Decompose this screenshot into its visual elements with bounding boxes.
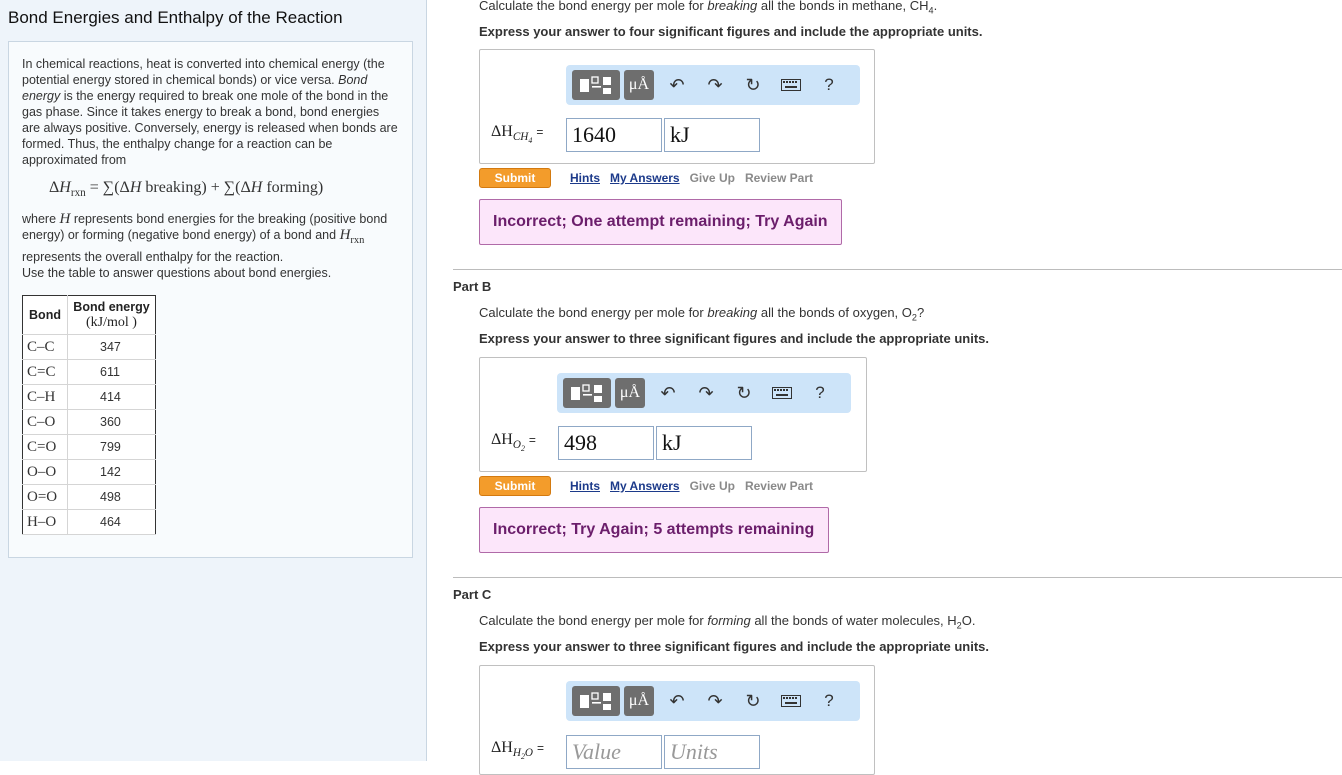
partA-units-input[interactable]: kJ [664, 118, 760, 152]
give-up-link[interactable]: Give Up [689, 171, 735, 185]
help-icon[interactable]: ? [824, 75, 834, 94]
bond-energy-cell: 799 [68, 435, 156, 460]
partA-lhs: $\Delta H_{CH_4}=$ [491, 123, 544, 146]
templates-icon [579, 75, 613, 95]
partC-label[interactable]: Part C [453, 587, 492, 602]
table-row [23, 335, 156, 360]
table-row [23, 385, 156, 410]
partA-math-toolbar [566, 65, 860, 105]
partA-instruction: Express your answer to four significant figures and include the appropriate units. [479, 24, 983, 39]
partC-units-input[interactable]: Units [664, 735, 760, 769]
table-row [23, 435, 156, 460]
help-icon[interactable]: ? [815, 383, 825, 402]
table-row [23, 510, 156, 535]
partA-question: Calculate the bond energy per mole for breaking all the bonds in methane, $CH_4$. [479, 0, 938, 16]
reset-icon[interactable]: ↻ [745, 690, 761, 711]
units-button[interactable]: μÅ [624, 686, 654, 716]
intro-panel [0, 0, 427, 761]
partC-value-input[interactable]: Value [566, 735, 662, 769]
where-Hrxn: $H_{rxn}$ [339, 227, 365, 247]
keyboard-icon[interactable] [772, 686, 810, 716]
table-row [23, 460, 156, 485]
bond-energy-cell: 347 [68, 335, 156, 360]
bond-type-cell: C–H [23, 385, 68, 410]
bond-energy-table [22, 295, 156, 535]
partB-divider [453, 269, 1342, 270]
bond-energy-cell: 464 [68, 510, 156, 535]
partB-question: Calculate the bond energy per mole for breaking all the bonds of oxygen, $O_2$? [479, 305, 925, 323]
undo-icon[interactable]: ↶ [669, 690, 685, 711]
partB-value-input[interactable]: 498 [558, 426, 654, 460]
partB-answer-box [479, 357, 867, 472]
where-paragraph [22, 211, 399, 265]
partA-submit-button[interactable]: Submit [479, 168, 551, 188]
where-text: where [22, 212, 60, 227]
partC-lhs: $\Delta H_{H_2O}$ = [491, 739, 544, 762]
keyboard-icon[interactable] [763, 378, 801, 408]
templates-button[interactable] [572, 686, 620, 716]
where-H: H [59, 211, 71, 228]
table-row [23, 410, 156, 435]
templates-button[interactable] [572, 70, 620, 100]
partA-feedback: Incorrect; One attempt remaining; Try Again [479, 199, 842, 245]
partA-answer-box [479, 49, 875, 164]
undo-icon[interactable]: ↶ [660, 382, 676, 403]
reset-icon[interactable]: ↻ [736, 382, 752, 403]
questions-panel [428, 0, 1342, 764]
my-answers-link[interactable]: My Answers [610, 171, 680, 185]
bond-type-cell: O=O [23, 485, 68, 510]
use-table-text: Use the table to answer questions about bond energies. [22, 266, 332, 281]
partB-links [570, 479, 813, 493]
bond-energy-cell: 360 [68, 410, 156, 435]
templates-button[interactable] [563, 378, 611, 408]
give-up-link[interactable]: Give Up [689, 479, 735, 493]
partB-math-toolbar [557, 373, 851, 413]
units-button[interactable]: μÅ [615, 378, 645, 408]
page-title: Bond Energies and Enthalpy of the Reaction [8, 8, 343, 27]
partB-units-input[interactable]: kJ [656, 426, 752, 460]
bond-energy-cell: 142 [68, 460, 156, 485]
bond-energy-cell: 498 [68, 485, 156, 510]
my-answers-link[interactable]: My Answers [610, 479, 680, 493]
enthalpy-formula: $\Delta H_{rxn} = \sum(\Delta H$ breaking) + ∑(ΔH forming) [49, 179, 324, 200]
redo-icon[interactable]: ↷ [707, 690, 723, 711]
partB-submit-button[interactable]: Submit [479, 476, 551, 496]
review-part-link[interactable]: Review Part [744, 171, 813, 185]
reset-icon[interactable]: ↻ [745, 74, 761, 95]
intro-term: Bond energy [22, 73, 368, 103]
partB-label[interactable]: Part B [453, 279, 492, 294]
partB-instruction: Express your answer to three significant figures and include the appropriate units. [479, 331, 989, 346]
intro-box [8, 41, 413, 558]
keyboard-icon[interactable] [772, 70, 810, 100]
bond-type-cell: H–O [23, 510, 68, 535]
partA-links [570, 171, 813, 185]
partC-divider [453, 577, 1342, 578]
partC-question: Calculate the bond energy per mole for forming all the bonds of water molecules, $H_2O$. [479, 613, 976, 631]
bond-type-cell: C=O [23, 435, 68, 460]
table-header-energy-units: (kJ/mol ) [86, 315, 137, 331]
table-header-energy-label: Bond energy [73, 300, 150, 315]
templates-icon [570, 383, 604, 403]
bond-energy-cell: 611 [68, 360, 156, 385]
bond-type-cell: C–O [23, 410, 68, 435]
bond-type-cell: C–C [23, 335, 68, 360]
redo-icon[interactable]: ↷ [707, 74, 723, 95]
redo-icon[interactable]: ↷ [698, 382, 714, 403]
review-part-link[interactable]: Review Part [744, 479, 813, 493]
table-row [23, 360, 156, 385]
where-text-2: represents bond energies for the breaking (positive bond energy) or forming (negative bond energy) of a bond and [22, 212, 388, 243]
units-button[interactable]: μÅ [624, 70, 654, 100]
intro-paragraph [22, 56, 399, 168]
partC-instruction: Express your answer to three significant figures and include the appropriate units. [479, 639, 989, 654]
templates-icon [579, 691, 613, 711]
undo-icon[interactable]: ↶ [669, 74, 685, 95]
partB-lhs: $\Delta H_{O_2}=$ [491, 431, 536, 454]
help-icon[interactable]: ? [824, 691, 834, 710]
bond-type-cell: O–O [23, 460, 68, 485]
bond-energy-cell: 414 [68, 385, 156, 410]
partA-value-input[interactable]: 1640 [566, 118, 662, 152]
partC-answer-box [479, 665, 875, 775]
table-header-energy [68, 296, 156, 335]
bond-type-cell: C=C [23, 360, 68, 385]
hints-link[interactable]: Hints [570, 171, 600, 185]
intro-text-cont: is the energy required to break one mole of the bond in the gas phase. Since it takes energy to break a bond, bond energies are always positive. Conversely, energy is released when bonds are formed. Thus, the enthalpy change for a reaction can be approximated from [22, 89, 398, 167]
intro-text: In chemical reactions, heat is converted into chemical energy (the potential energy stored in chemical bonds) or vice versa. [22, 57, 385, 87]
where-text-3: represents the overall enthalpy for the reaction. [22, 250, 284, 265]
table-header-bond: Bond [23, 296, 68, 335]
hints-link[interactable]: Hints [570, 479, 600, 493]
partC-math-toolbar [566, 681, 860, 721]
partB-feedback: Incorrect; Try Again; 5 attempts remaining [479, 507, 829, 553]
table-row [23, 485, 156, 510]
